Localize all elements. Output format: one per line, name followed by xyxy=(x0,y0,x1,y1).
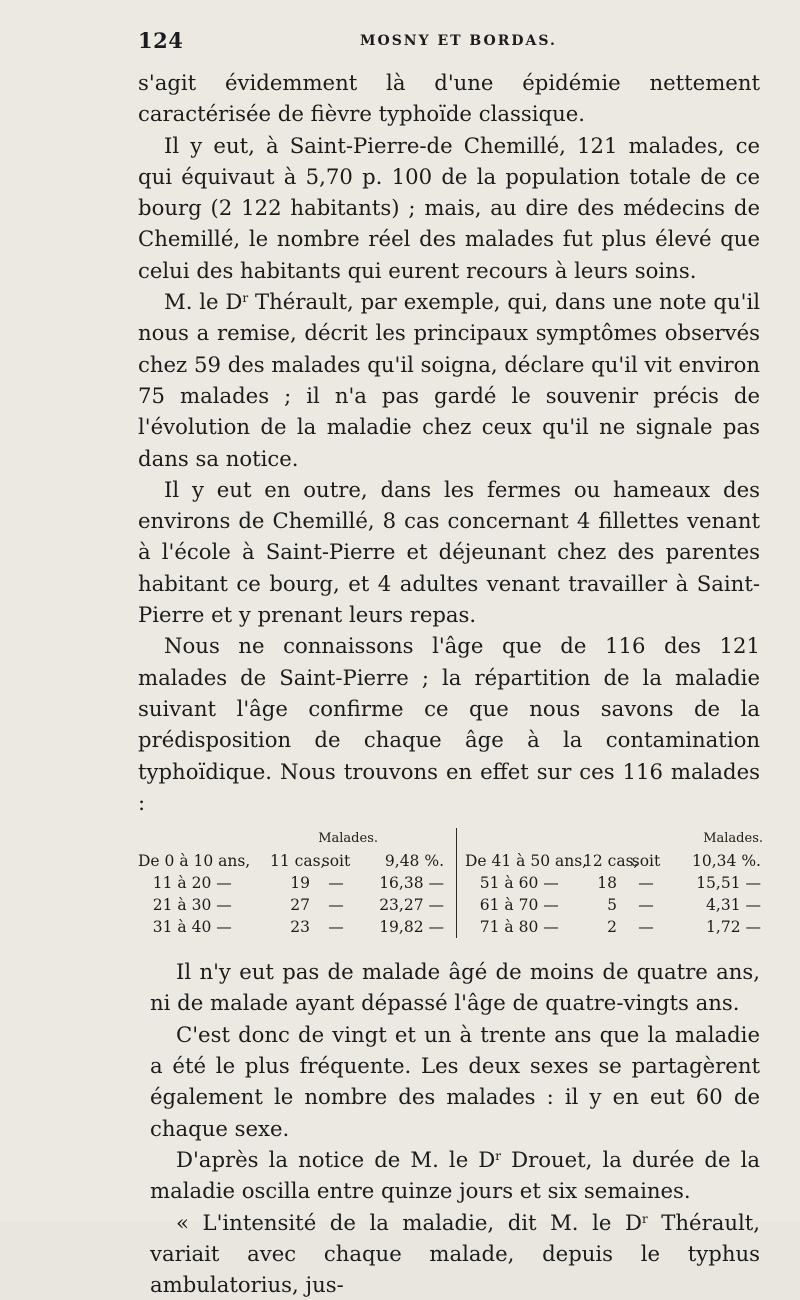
text-segment: Il n'y eut pas de malade âgé de moins de quatre ans, ni de malade ayant dépassé l'âge de quatre-vingts ans. xyxy=(150,959,760,1015)
age-range-cell: 21 à 30 — xyxy=(138,894,270,916)
percent-cell: 15,51 — xyxy=(675,872,761,894)
percent-cell: 10,34 %. xyxy=(675,850,761,872)
count-cell: 5 xyxy=(583,894,617,916)
superscript: r xyxy=(495,1149,501,1163)
count-cell: 19 xyxy=(270,872,310,894)
separator-cell: soit xyxy=(310,850,362,872)
age-range-cell: 31 à 40 — xyxy=(138,916,270,938)
age-range-cell: De 41 à 50 ans, xyxy=(465,850,583,872)
page-number: 124 xyxy=(138,28,183,53)
age-range-cell: 61 à 70 — xyxy=(465,894,583,916)
superscript: r xyxy=(642,1212,648,1226)
paragraph xyxy=(150,1144,760,1207)
table-row xyxy=(138,916,450,938)
age-range-cell: 71 à 80 — xyxy=(465,916,583,938)
paragraph xyxy=(138,474,760,630)
count-cell: 11 cas, xyxy=(270,850,310,872)
column-heading: Malades. xyxy=(138,828,450,850)
table-row xyxy=(138,850,450,872)
text-segment: s'agit évidemment là d'une épidémie nettement caractérisée de fièvre typhoïde classique. xyxy=(138,70,760,126)
text-segment: Il y eut, à Saint-Pierre-de Chemillé, 121 malades, ce qui équivaut à 5,70 p. 100 de la population totale de ce bourg (2 122 habitants) ; mais, au dire des médecins de Chemillé, le nombre réel des malades fut plus élevé que celui des habitants qui eurent recours à leurs soins. xyxy=(138,133,760,283)
percent-cell: 4,31 — xyxy=(675,894,761,916)
percent-cell: 9,48 %. xyxy=(362,850,444,872)
paragraph xyxy=(138,630,760,818)
paragraph xyxy=(150,1019,760,1144)
column-heading: Malades. xyxy=(465,828,765,850)
text-segment: Drouet, la durée de la maladie oscilla entre quinze jours et six semaines. xyxy=(150,1147,760,1203)
text-segment: Thérault, par exemple, qui, dans une note qu'il nous a remise, décrit les principaux symptômes observés chez 59 des malades qu'il soigna, déclare qu'il vit environ 75 malades ; il n'a pas gardé le souvenir précis de l'évolution de la maladie chez ceux qu'il ne signale pas dans sa notice. xyxy=(138,289,760,470)
age-distribution-table xyxy=(138,828,760,938)
separator-cell: soit xyxy=(617,850,675,872)
body-text-after-table xyxy=(150,956,760,1300)
text-segment: C'est donc de vingt et un à trente ans que la maladie a été le plus fréquente. Les deux sexes se partagèrent également le nombre des malades : il y en eut 60 de chaque sexe. xyxy=(150,1022,760,1141)
text-segment: D'après la notice de M. le D xyxy=(176,1147,495,1172)
table-column-left xyxy=(138,828,457,938)
text-segment: Nous ne connaissons l'âge que de 116 des 121 malades de Saint-Pierre ; la répartition de la maladie suivant l'âge confirme ce que nous savons de la prédisposition de chaque âge à la contamination typhoïdique. Nous trouvons en effet sur ces 116 malades : xyxy=(138,633,760,814)
table-column-right xyxy=(457,828,765,938)
text-segment: « L'intensité de la maladie, dit M. le D xyxy=(176,1210,642,1235)
percent-cell: 16,38 — xyxy=(362,872,444,894)
percent-cell: 19,82 — xyxy=(362,916,444,938)
text-segment: Il y eut en outre, dans les fermes ou hameaux des environs de Chemillé, 8 cas concernant 4 fillettes venant à l'école à Saint-Pierre et déjeunant chez des parentes habitant ce bourg, et 4 adultes venant travailler à Saint-Pierre et y prenant leurs repas. xyxy=(138,477,760,627)
paragraph xyxy=(150,956,760,1019)
count-cell: 18 xyxy=(583,872,617,894)
table-row xyxy=(465,916,765,938)
body-text-before-table xyxy=(138,67,760,818)
separator-cell: — xyxy=(310,894,362,916)
count-cell: 27 xyxy=(270,894,310,916)
percent-cell: 1,72 — xyxy=(675,916,761,938)
table-row xyxy=(138,872,450,894)
separator-cell: — xyxy=(617,916,675,938)
paragraph xyxy=(138,130,760,286)
separator-cell: — xyxy=(310,916,362,938)
separator-cell: — xyxy=(617,872,675,894)
table-row xyxy=(465,872,765,894)
table-row xyxy=(465,850,765,872)
age-range-cell: 11 à 20 — xyxy=(138,872,270,894)
table-row xyxy=(138,894,450,916)
age-range-cell: 51 à 60 — xyxy=(465,872,583,894)
separator-cell: — xyxy=(617,894,675,916)
text-segment: Thérault, variait avec chaque malade, depuis le typhus ambulatorius, jus- xyxy=(150,1210,760,1298)
superscript: r xyxy=(242,291,248,305)
separator-cell: — xyxy=(310,872,362,894)
paragraph xyxy=(138,286,760,474)
table-row xyxy=(465,894,765,916)
count-cell: 12 cas, xyxy=(583,850,617,872)
percent-cell: 23,27 — xyxy=(362,894,444,916)
paragraph xyxy=(138,67,760,130)
age-range-cell: De 0 à 10 ans, xyxy=(138,850,270,872)
count-cell: 23 xyxy=(270,916,310,938)
count-cell: 2 xyxy=(583,916,617,938)
running-title: MOSNY ET BORDAS. xyxy=(360,33,557,49)
text-segment: M. le D xyxy=(164,289,242,314)
